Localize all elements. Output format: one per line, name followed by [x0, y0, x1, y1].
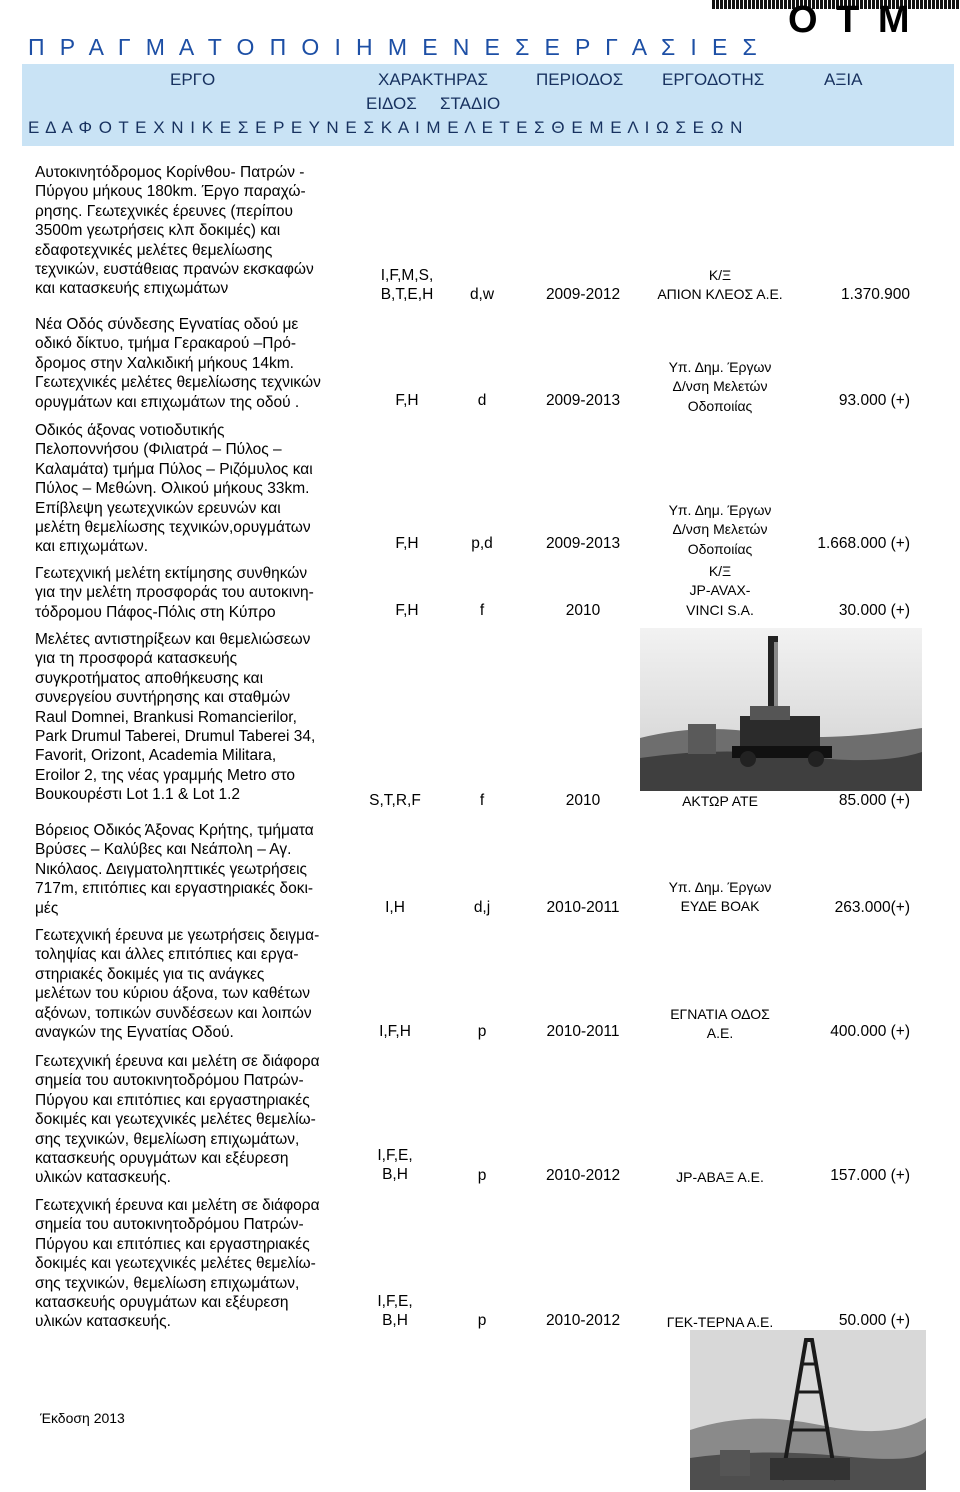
row-employer: Υπ. Δημ. Έργων ΕΥΔΕ ΒΟΑΚ [668, 879, 772, 915]
row-type: S,T,R,F [369, 792, 421, 809]
edition-note: Έκδοση 2013 [40, 1410, 125, 1426]
table-header [22, 64, 954, 146]
row-stage: p [477, 1023, 487, 1040]
header-type: ΕΙΔΟΣ [366, 94, 417, 113]
row-type: I,F,E, B,H [377, 1293, 413, 1330]
row-value: 50.000 (+) [838, 1312, 910, 1329]
company-logo: Ο Τ Μ [788, 0, 914, 41]
header-stage: ΣΤΑΔΙΟ [440, 94, 501, 113]
header-character: ΧΑΡΑΚΤΗΡΑΣ [378, 70, 489, 89]
row-value: 157.000 (+) [830, 1167, 910, 1184]
row-period: 2010 [565, 602, 601, 619]
drilling-tower-photo [690, 1330, 926, 1490]
row-period: 2009-2012 [545, 286, 621, 303]
row-value: 93.000 (+) [838, 392, 910, 409]
row-stage: f [479, 792, 485, 809]
row-employer: Κ/Ξ ΑΠΙΟΝ ΚΛΕΟΣ Α.Ε. [657, 267, 783, 303]
row-value: 1.370.900 [841, 286, 910, 303]
row-type: I,F,M,S, B,T,E,H [380, 267, 434, 304]
row-value: 30.000 (+) [838, 602, 910, 619]
row-type: I,H [385, 899, 405, 916]
row-value: 400.000 (+) [830, 1023, 910, 1040]
row-type: F,H [395, 602, 419, 619]
row-employer: ΓΕΚ-ΤΕΡΝΑ Α.Ε. [666, 1314, 774, 1330]
row-stage: d [477, 392, 487, 409]
row-stage: d,j [473, 899, 491, 916]
row-period: 2009-2013 [545, 535, 621, 552]
row-description: Βόρειος Οδικός Άξονας Κρήτης, τμήματα Βρύσες – Καλύβες και Νεάπολη – Αγ. Νικόλαος. Δειγματοληπτικές γεωτρήσεις 717m, επιτόπιες και εργαστηριακές δοκι- μές [35, 822, 314, 917]
header-period: ΠΕΡΙΟΔΟΣ [536, 70, 624, 89]
row-stage: p,d [471, 535, 493, 552]
row-stage: d,w [469, 286, 495, 303]
row-stage: p [477, 1312, 487, 1329]
row-description: Αυτοκινητόδρομος Κορίνθου- Πατρών - Πύργου μήκους 180km. Έργο παραχώ- ρησης. Γεωτεχνικές έρευνες (περίπου 3500m γεωτρήσεις κλπ δοκιμές) και εδαφοτεχνικές μελέτες θεμελίωσης τεχνικών, ευστάθειας πρανών εκσκαφών και κατασκευής επιχωμάτων [35, 164, 314, 298]
row-description: Γεωτεχνική έρευνα και μελέτη σε διάφορα σημεία του αυτοκινητοδρόμου Πατρών- Πύργου και επιτόπιες και εργαστηριακές δοκιμές και γεωτεχνικές μελέτες θεμελίω- σης τεχνικών, θεμελίωση επιχωμάτων, κατασκευής ορυγμάτων και εξέυρεση υλικών κατασκευής. [35, 1053, 320, 1187]
row-description: Γεωτεχνική μελέτη εκτίμησης συνθηκών για την μελέτη προσφοράς του αυτοκινη- τόδρομου Πάφος-Πόλις στη Κύπρο [35, 565, 314, 621]
row-description: Γεωτεχνική έρευνα και μελέτη σε διάφορα σημεία του αυτοκινητοδρόμου Πατρών- Πύργου και επιτόπιες και εργαστηριακές δοκιμές και γεωτεχνικές μελέτες θεμελίω- σης τεχνικών, θεμελίωση επιχωμάτων, κατασκευής ορυγμάτων και εξέυρεση υλικών κατασκευής. [35, 1197, 320, 1331]
row-employer: Υπ. Δημ. Έργων Δ/νση Μελετών Οδοποιίας [668, 502, 772, 557]
row-description: Οδικός άξονας νοτιοδυτικής Πελοποννήσου (Φιλιατρά – Πύλος – Καλαμάτα) τμήμα Πύλος – Ριζόμυλος και Πύλος – Μεθώνη. Ολικού μήκους 33km. Επίβλεψη γεωτεχνικών ερευνών και μελέτη θεμελίωσης τεχνικών,ορυγμάτων και επιχωμάτων. [35, 422, 313, 556]
row-employer: Κ/Ξ JP-AVAX- VINCI S.A. [686, 563, 754, 618]
row-employer: JP-ΑΒΑΞ Α.Ε. [676, 1169, 764, 1185]
row-period: 2009-2013 [545, 392, 621, 409]
row-value: 85.000 (+) [838, 792, 910, 809]
row-employer: ΕΓΝΑΤΙΑ ΟΔΟΣ Α.Ε. [670, 1006, 770, 1042]
row-type: F,H [395, 392, 419, 409]
header-value: ΑΞΙΑ [824, 70, 863, 89]
row-type: F,H [395, 535, 419, 552]
row-employer: ΑΚΤΩΡ ΑΤΕ [682, 793, 758, 809]
drilling-rig-photo [640, 628, 922, 791]
row-description: Μελέτες αντιστηρίξεων και θεμελιώσεων για τη προσφορά κατασκευής συγκροτήματος αποθήκευσης και συνεργείου συντήρησης και σταθμών Raul Domnei, Brankusi Romancierilor, Park Drumul Taberei, Drumul Taberei 34, Favorit, Orizont, Academia Militara, Eroilor 2, της νέας γραμμής Metro στο Βουκουρέστι Lot 1.1 & Lot 1.2 [35, 631, 316, 804]
page-title: Π Ρ Α Γ Μ Α Τ Ο Π Ο Ι Η Μ Ε Ν Ε Σ Ε Ρ Γ Α Σ Ι Ε Σ [28, 34, 762, 60]
row-period: 2010-2011 [546, 1023, 620, 1040]
header-employer: ΕΡΓΟΔΟΤΗΣ [662, 70, 765, 89]
header-section: Ε Δ Α Φ Ο Τ Ε Χ Ν Ι Κ Ε Σ Ε Ρ Ε Υ Ν Ε Σ Κ Α Ι Μ Ε Λ Ε Τ Ε Σ Θ Ε Μ Ε Λ Ι Ω Σ Ε Ω Ν [28, 118, 744, 137]
row-description: Νέα Οδός σύνδεσης Εγνατίας οδού με οδικό δίκτυο, τμήμα Γερακαρού –Πρό- δρομος στην Χαλκιδική μήκους 14km. Γεωτεχνικές μελέτες θεμελίωσης τεχνικών ορυγμάτων και επιχωμάτων της οδού . [35, 316, 321, 411]
row-description: Γεωτεχνική έρευνα με γεωτρήσεις δειγμα- τοληψίας και άλλες επιτόπιες και εργα- στηριακές δοκιμές για τις ανάγκες μελέτων του κύριου άξονα, των καθέτων αξόνων, τοπικών συνδέσεων και λοιπών αναγκών της Εγνατίας Οδού. [35, 927, 320, 1042]
row-value: 263.000(+) [834, 899, 910, 916]
row-period: 2010-2012 [545, 1167, 621, 1184]
row-stage: f [479, 602, 485, 619]
row-value: 1.668.000 (+) [817, 535, 910, 552]
row-type: I,F,E, B,H [377, 1147, 413, 1184]
row-stage: p [477, 1167, 487, 1184]
header-work: ΕΡΓΟ [170, 70, 216, 89]
row-type: I,F,H [379, 1023, 411, 1040]
row-period: 2010-2011 [546, 899, 620, 916]
row-period: 2010 [565, 792, 601, 809]
row-period: 2010-2012 [545, 1312, 621, 1329]
row-employer: Υπ. Δημ. Έργων Δ/νση Μελετών Οδοποιίας [668, 359, 772, 414]
